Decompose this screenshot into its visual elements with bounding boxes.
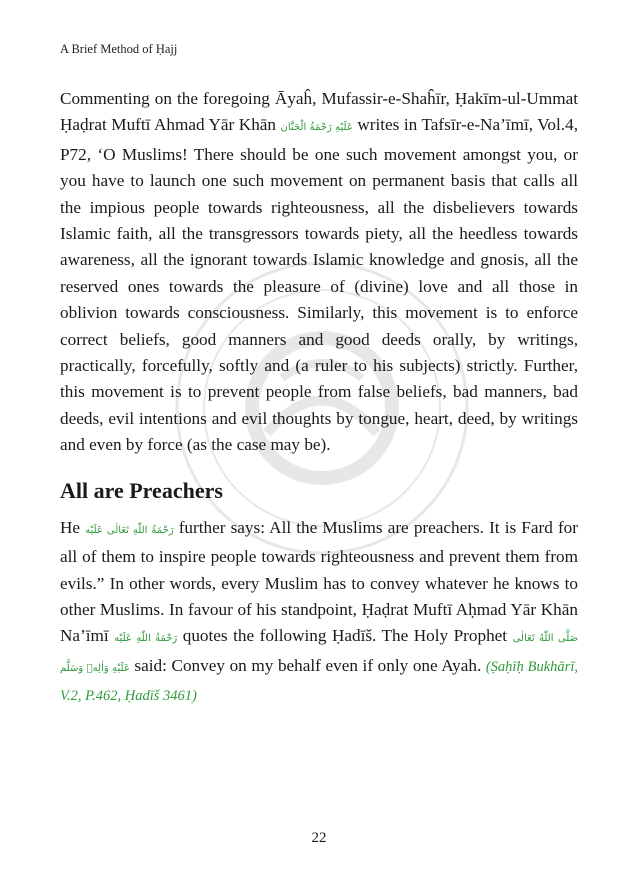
page-content: [60, 86, 578, 710]
paragraph-text: said: Convey on my behalf even if only one Ayah.: [129, 655, 486, 675]
section-heading: All are Preachers: [60, 477, 223, 503]
arabic-honorific: رَحْمَةُ اللّٰهِ تَعَالٰی عَلَيْه: [85, 524, 174, 536]
paragraph-text: quotes the following Ḥadīš. The Holy Prophet: [177, 626, 513, 646]
arabic-salutation: صَلَّى اللّٰهُ تَعَالٰى عَلَيْهِ وَاٰلِهٖ وَسَلَّم: [60, 633, 579, 674]
page-number: 22: [311, 830, 327, 846]
running-header: A Brief Method of Ḥajj: [60, 42, 178, 56]
hadith-citation: (Ṣaḥīḥ Bukhārī, V.2, P.462, Ḥadīš 3461): [60, 658, 578, 705]
arabic-honorific: رَحْمَةُ اللّٰهِ عَلَيْه: [114, 633, 178, 645]
paragraph-text: writes in Tafsīr-e-Na’īmī, Vol.4, P72, ‘O Muslims! There should be one such movement amongst you, or you have to launch one such movement on permanent basis that calls all the impious people towards righteousness, all the disbelievers towards Islamic faith, all the transgressors towards piety, all the heedless towards awareness, all the ignorant towards Islamic knowledge and gnosis, all the reserved ones towards the pleasure of (divine) love and all those in oblivion towards consciousness. Similarly, this movement is to enforce correct beliefs, good manners and good deeds orally, by writings, practically, forcefully, softly and (a ruler to his subjects) strictly. Further, this movement is to prevent people from false beliefs, bad manners, bad deeds, evil intentions and evil thoughts by tongue, heart, deed, by writings and even by force (as the case may be).: [60, 115, 578, 455]
paragraph-preachers: [60, 515, 578, 710]
paragraph-commentary: [60, 86, 578, 459]
paragraph-text: He: [60, 517, 86, 537]
paragraph-text: further says: All the Muslims are preachers. It is Fard for all of them to inspire people towards righteousness and prevent them from evils.” In other words, every Muslim has to convey whatever he knows to other Muslims. In favour of his standpoint, Ḥaḍrat Muftī Aḥmad Yār Khān Na’īmī: [60, 517, 578, 646]
arabic-honorific: عَلَيْهِ رَحْمَةُ الْحَنَّان: [280, 122, 353, 134]
paragraph-text: Commenting on the foregoing Āyaĥ, Mufassir-e-Shaĥīr, Ḥakīm-ul-Ummat Ḥaḍrat Muftī Ahmad Yār Khān: [60, 89, 578, 135]
